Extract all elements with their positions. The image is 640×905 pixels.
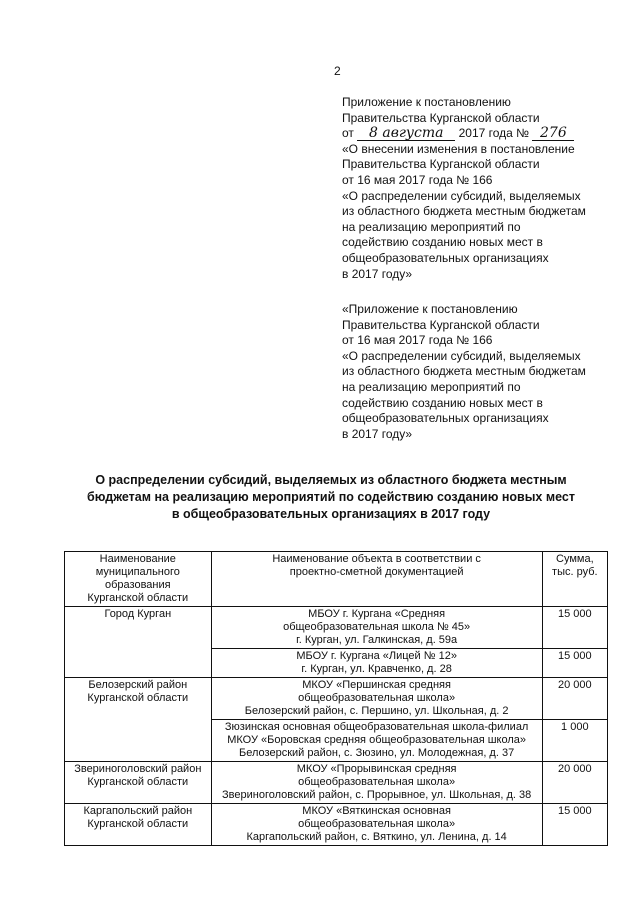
sum-cell: 20 000	[542, 762, 607, 804]
object-line: МБОУ г. Кургана «Лицей № 12»	[296, 650, 457, 662]
municipality-cell	[65, 607, 212, 678]
municipality-name: Курганской области	[87, 776, 189, 788]
header-municipality	[65, 552, 212, 607]
municipality-cell	[65, 678, 212, 762]
appendix-header	[342, 95, 612, 282]
appendix-line: содействию созданию новых мест в	[342, 395, 543, 410]
municipality-name: Звериноголовский район	[74, 763, 202, 775]
object-line: МКОУ «Боровская средняя общеобразовательная школа»	[227, 734, 527, 746]
object-line: МБОУ г. Кургана «Средняя	[308, 608, 446, 620]
header-sum	[542, 552, 607, 607]
object-line: Каргапольский район, с. Вяткино, ул. Ленина, д. 14	[246, 831, 507, 843]
appendix-line: из областного бюджета местным бюджетам	[342, 204, 586, 219]
object-cell	[211, 649, 542, 678]
handwritten-date: 8 августа	[357, 127, 455, 141]
header-line: тыс. руб.	[552, 566, 598, 578]
appendix-line: «Приложение к постановлению	[342, 302, 518, 316]
appendix-line: содействию созданию новых мест в	[342, 235, 543, 250]
municipality-cell	[65, 804, 212, 846]
appendix-line: Правительства Курганской области	[342, 317, 540, 332]
sum-cell: 15 000	[542, 649, 607, 678]
table-header-row	[65, 552, 608, 607]
appendix-line: в 2017 году»	[342, 266, 413, 281]
object-line: МКОУ «Прорывинская средняя	[296, 763, 457, 775]
appendix-line: Приложение к постановлению	[342, 95, 511, 109]
object-line: МКОУ «Вяткинская основная	[302, 805, 451, 817]
object-line: г. Курган, ул. Кравченко, д. 28	[301, 663, 452, 675]
title-line: бюджетам на реализацию мероприятий по содействию созданию новых мест	[87, 490, 575, 504]
table-row	[65, 607, 608, 649]
header-line: Наименование	[99, 553, 176, 565]
appendix-line: в 2017 году»	[342, 426, 413, 441]
subsidy-table	[64, 551, 608, 846]
appendix-line: Правительства Курганской области	[342, 110, 540, 125]
appendix-line: «О распределении субсидий, выделяемых	[342, 348, 581, 363]
header-line: Сумма,	[556, 553, 594, 565]
table-row	[65, 762, 608, 804]
object-cell	[211, 678, 542, 720]
appendix-line: «О распределении субсидий, выделяемых	[342, 188, 581, 203]
appendix-line: от 16 мая 2017 года № 166	[342, 172, 493, 187]
object-line: общеобразовательная школа»	[298, 776, 456, 788]
year-text: 2017 года №	[458, 126, 530, 141]
appendix-date-line	[342, 126, 612, 142]
appendix-line: общеобразовательных организациях	[342, 250, 549, 265]
object-line: Звериноголовский район, с. Прорывное, ул. Школьная, д. 38	[222, 789, 532, 801]
original-appendix-header	[342, 302, 612, 442]
appendix-line: на реализацию мероприятий по	[342, 379, 521, 394]
appendix-line: Правительства Курганской области	[342, 157, 540, 172]
appendix-line: из областного бюджета местным бюджетам	[342, 364, 586, 379]
sum-cell: 1 000	[542, 720, 607, 762]
municipality-name: Курганской области	[87, 818, 189, 830]
table-row	[65, 678, 608, 720]
municipality-name: Курганской области	[87, 692, 189, 704]
object-cell	[211, 607, 542, 649]
header-line: Курганской области	[87, 592, 189, 604]
object-line: МКОУ «Першинская средняя	[302, 679, 451, 691]
header-line: муниципального	[95, 566, 180, 578]
object-line: Зюзинская основная общеобразовательная школа-филиал	[224, 721, 529, 733]
object-cell	[211, 762, 542, 804]
sum-cell: 15 000	[542, 607, 607, 649]
table-row	[65, 804, 608, 846]
municipality-name: Каргапольский район	[83, 805, 193, 817]
appendix-line: «О внесении изменения в постановление	[342, 141, 575, 156]
title-line: в общеобразовательных организациях в 2017 году	[171, 507, 491, 521]
object-line: общеобразовательная школа № 45»	[283, 621, 471, 633]
object-cell	[211, 804, 542, 846]
object-line: общеобразовательная школа»	[298, 818, 456, 830]
appendix-line: на реализацию мероприятий по	[342, 219, 521, 234]
municipality-name: Город Курган	[104, 608, 172, 620]
object-line: Белозерский район, с. Зюзино, ул. Молодежная, д. 37	[239, 747, 515, 759]
object-line: г. Курган, ул. Галкинская, д. 59а	[296, 634, 458, 646]
header-line: проектно-сметной документацией	[289, 566, 464, 578]
appendix-line: от 16 мая 2017 года № 166	[342, 333, 493, 348]
appendix-line: общеобразовательных организациях	[342, 411, 549, 426]
sum-cell: 20 000	[542, 678, 607, 720]
header-line: Наименование объекта в соответствии с	[272, 553, 481, 565]
header-line: образования	[105, 579, 171, 591]
object-cell	[211, 720, 542, 762]
document-title	[60, 472, 602, 523]
object-line: общеобразовательная школа»	[298, 692, 456, 704]
sum-cell: 15 000	[542, 804, 607, 846]
municipality-name: Белозерский район	[88, 679, 188, 691]
header-object	[211, 552, 542, 607]
from-prefix: от	[342, 126, 354, 141]
municipality-cell	[65, 762, 212, 804]
page-number: 2	[334, 64, 341, 78]
title-line: О распределении субсидий, выделяемых из областного бюджета местным	[95, 473, 567, 487]
handwritten-number: 276	[532, 127, 574, 141]
object-line: Белозерский район, с. Першино, ул. Школьная, д. 2	[244, 705, 509, 717]
